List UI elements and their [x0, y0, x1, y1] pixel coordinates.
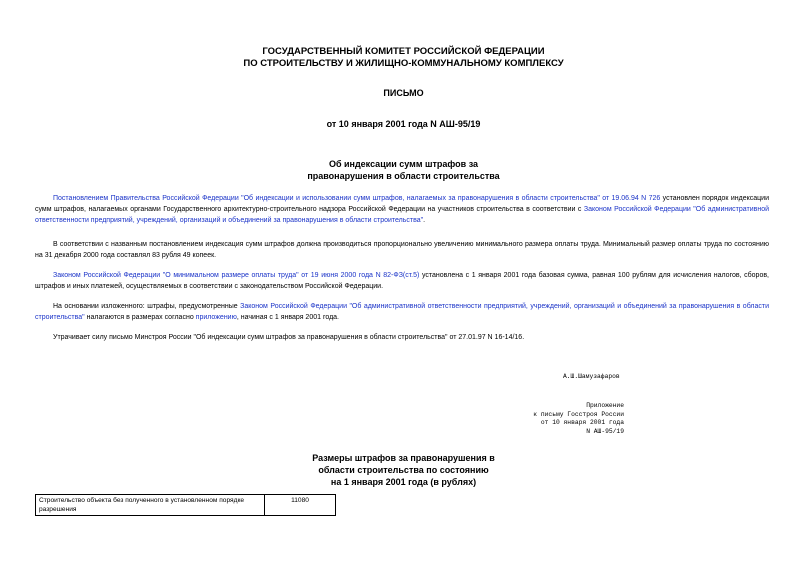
appendix-note-line-1: Приложение [586, 402, 624, 409]
paragraph-4-text-start: На основании изложенного: штрафы, предусмотренные [53, 303, 241, 310]
paragraph-1-text: установлен порядок индексации сумм штрафов, налагаемых органами Государственного архитектурно-строительного надзора Российской Федерации на участников строительства в соответствии с [35, 195, 769, 213]
paragraph-4 [35, 301, 769, 323]
paragraph-2: В соответствии с названным постановлением индексация сумм штрафов должна производиться пропорционально увеличению минимального размера оплаты труда. Минимальный размер оплаты труда по состоянию на 31 декабря 2000 года составлял 83 рубля 49 копеек. [35, 241, 769, 259]
law-administrative-liability-link[interactable]: Законом Российской Федерации "Об административной ответственности предприятий, учреждений, организаций и объединений за правонарушения в области строительства" [35, 206, 770, 224]
paragraph-4-text-end: , начиная с 1 января 2001 года. [236, 314, 340, 321]
signature: А.Ш.Шамузафаров [563, 373, 620, 380]
appendix-note-line-2: к письму Госстроя России [533, 410, 624, 418]
paragraph-1-end: . [423, 217, 426, 224]
fine-amount-cell: 11080 [265, 495, 336, 516]
appendix-note-line-3: от 10 января 2001 года [540, 419, 624, 426]
minimum-wage-law-link[interactable]: Законом Российской Федерации "О минимальном размере оплаты труда" от 19 июня 2000 года N 82-ФЗ(ст.5) [53, 272, 420, 279]
appendix-note-line-4: N АШ-95/19 [586, 427, 624, 435]
subject-line-2: правонарушения в области строительства [307, 171, 500, 181]
fines-table [35, 494, 336, 516]
paragraph-4-text-mid: налагаются в размерах согласно [84, 314, 196, 321]
document-date-number: от 10 января 2001 года N АШ-95/19 [326, 119, 481, 129]
subject-line-1: Об индексации сумм штрафов за [328, 159, 479, 169]
appendix-title [0, 452, 807, 488]
appendix-title-line-3: на 1 января 2001 года (в рублях) [330, 477, 477, 487]
appendix-note [533, 402, 624, 436]
appendix-title-line-2: области строительства по состоянию [318, 465, 489, 475]
government-decree-link[interactable]: Постановлением Правительства Российской Федерации "Об индексации и использовании сумм штрафов, налагаемых за правонарушения в области строительства" от 19.06.94 N 726 [53, 195, 661, 202]
law-administrative-liability-link-2[interactable]: Законом Российской Федерации "Об административной ответственности предприятий, учреждений, организаций и объединений за правонарушения в области строительства" [35, 303, 769, 321]
paragraph-3 [35, 270, 769, 292]
paragraph-5: Утрачивает силу письмо Минстроя России "Об индексации сумм штрафов за правонарушения в области строительства" от 27.01.97 N 16-14/16. [53, 334, 525, 341]
issuer-line-2: ПО СТРОИТЕЛЬСТВУ И ЖИЛИЩНО-КОММУНАЛЬНОМУ КОМПЛЕКСУ [243, 58, 564, 69]
document-type: ПИСЬМО [383, 88, 424, 98]
appendix-link[interactable]: приложению [195, 314, 237, 321]
issuer-heading [0, 46, 807, 70]
document-subject [0, 158, 807, 182]
paragraph-1 [35, 193, 769, 226]
appendix-title-line-1: Размеры штрафов за правонарушения в [312, 453, 495, 463]
table-row [36, 495, 336, 516]
issuer-line-1: ГОСУДАРСТВЕННЫЙ КОМИТЕТ РОССИЙСКОЙ ФЕДЕРАЦИИ [262, 46, 545, 57]
fine-description-cell: Строительство объекта без полученного в установленном порядке разрешения [36, 495, 265, 516]
paragraph-3-text: установлена с 1 января 2001 года базовая сумма, равная 100 рублям для исчисления налогов, сборов, штрафов и иных платежей, осуществляемых в соответствии с законодательством Российской Федерации. [35, 272, 769, 290]
